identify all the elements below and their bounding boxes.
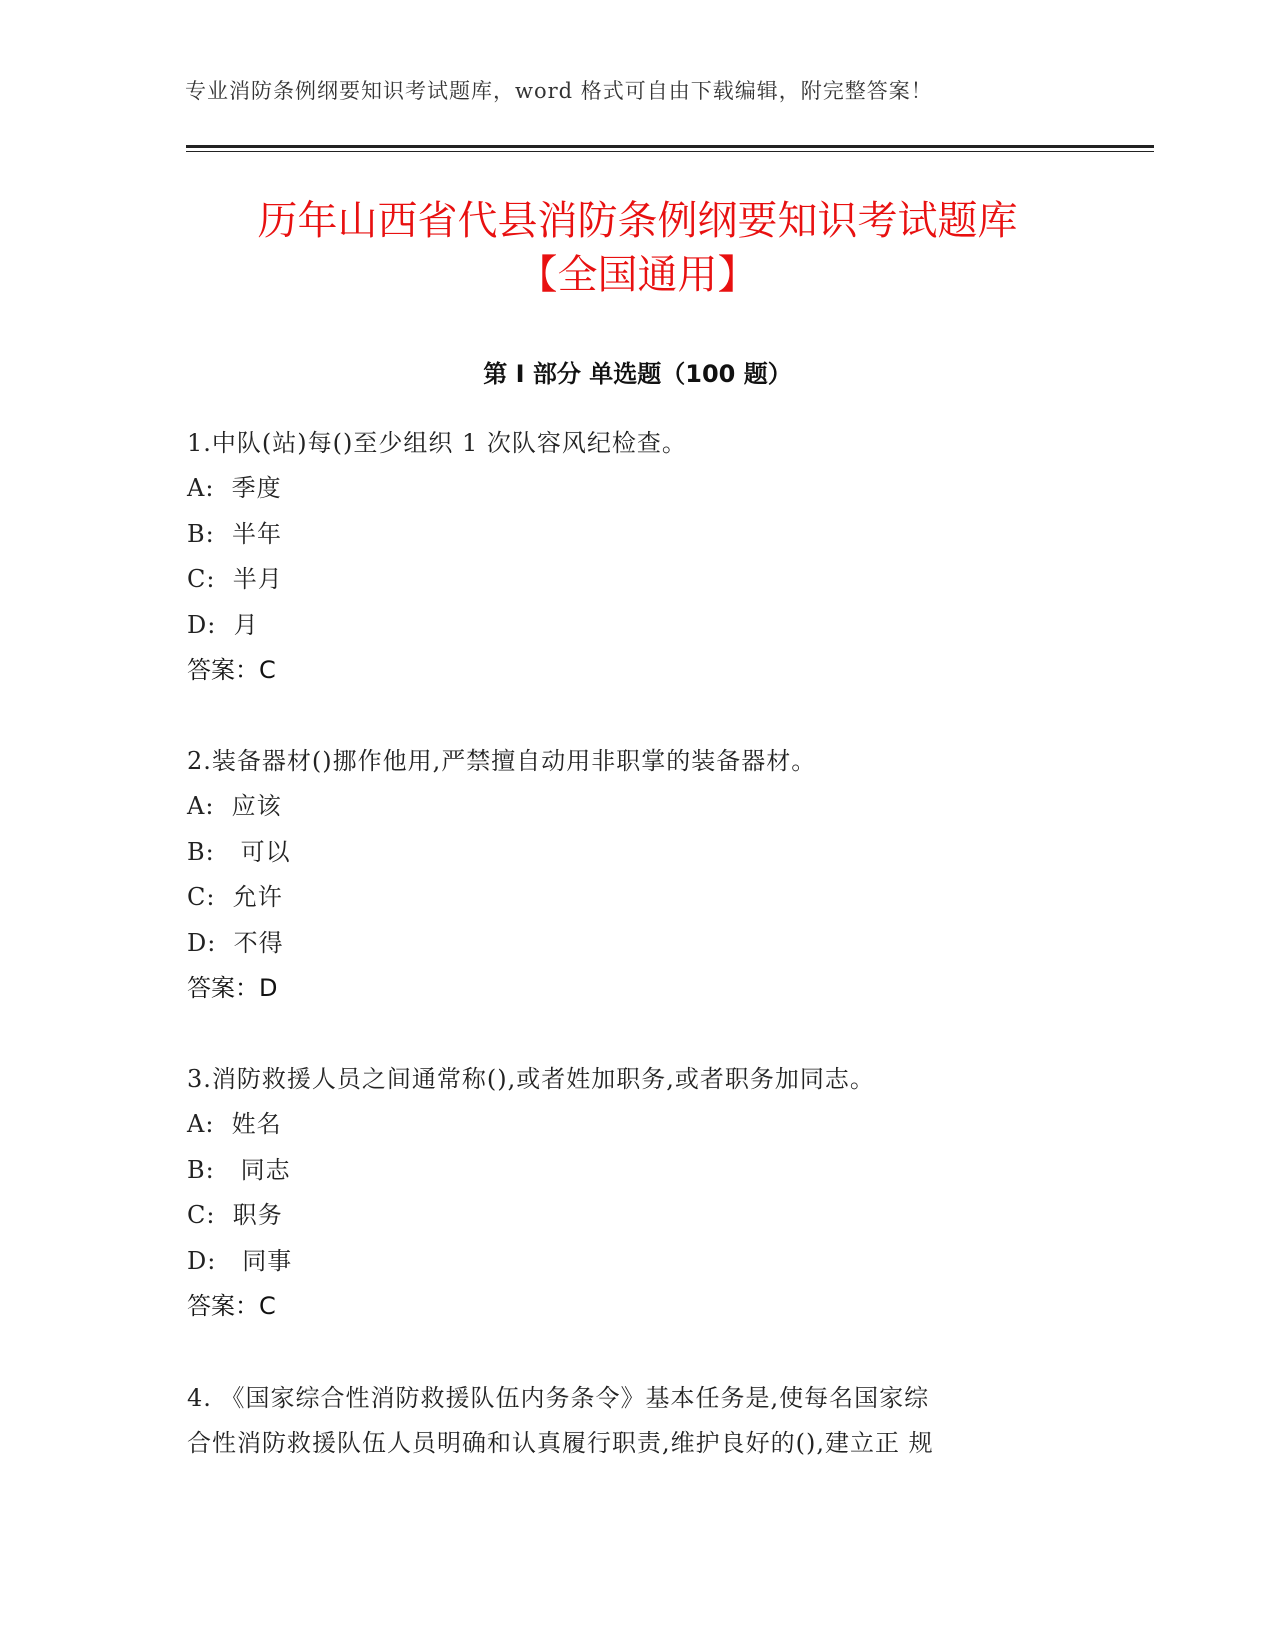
option-b: B: 可以	[187, 837, 291, 866]
option-b: B: 半年	[187, 519, 282, 548]
option-a: A: 姓名	[187, 1110, 282, 1138]
section-title: 第 I 部分 单选题（100 题）	[483, 360, 792, 388]
header-note: 专业消防条例纲要知识考试题库，word 格式可自由下载编辑，附完整答案！	[185, 79, 933, 103]
option-b: B: 同志	[187, 1155, 291, 1184]
option-c: C: 半月	[187, 565, 283, 593]
option-d: D: 同事	[187, 1246, 293, 1275]
question-4	[187, 1376, 1087, 1466]
option-c: C: 允许	[187, 883, 283, 911]
header-rule-thick	[186, 145, 1154, 148]
answer: 答案：C	[187, 656, 276, 684]
answer: 答案：C	[187, 1292, 276, 1320]
question-1	[187, 421, 1087, 694]
option-d: D: 月	[187, 610, 259, 639]
option-c: C: 职务	[187, 1201, 283, 1229]
option-a: A: 应该	[187, 792, 282, 820]
option-d: D: 不得	[187, 928, 284, 957]
answer: 答案：D	[187, 974, 278, 1002]
question-stem-line1: 4. 《国家综合性消防救援队伍内务条令》基本任务是,使每名国家综	[187, 1384, 930, 1412]
question-stem: 3.消防救援人员之间通常称(),或者姓加职务,或者职务加同志。	[187, 1065, 875, 1093]
question-3	[187, 1057, 1087, 1330]
option-a: A: 季度	[187, 474, 282, 502]
document-title	[100, 194, 1175, 302]
header-rule-thin	[186, 151, 1154, 152]
question-stem: 1.中队(站)每()至少组织 1 次队容风纪检查。	[187, 429, 687, 457]
question-stem-line2: 合性消防救援队伍人员明确和认真履行职责,维护良好的(),建立正 规	[187, 1429, 934, 1457]
question-2	[187, 739, 1087, 1012]
document-title-line2: 【全国通用】	[517, 252, 758, 298]
document-title-line1: 历年山西省代县消防条例纲要知识考试题库	[257, 198, 1018, 244]
question-stem: 2.装备器材()挪作他用,严禁擅自动用非职掌的装备器材。	[187, 747, 817, 775]
